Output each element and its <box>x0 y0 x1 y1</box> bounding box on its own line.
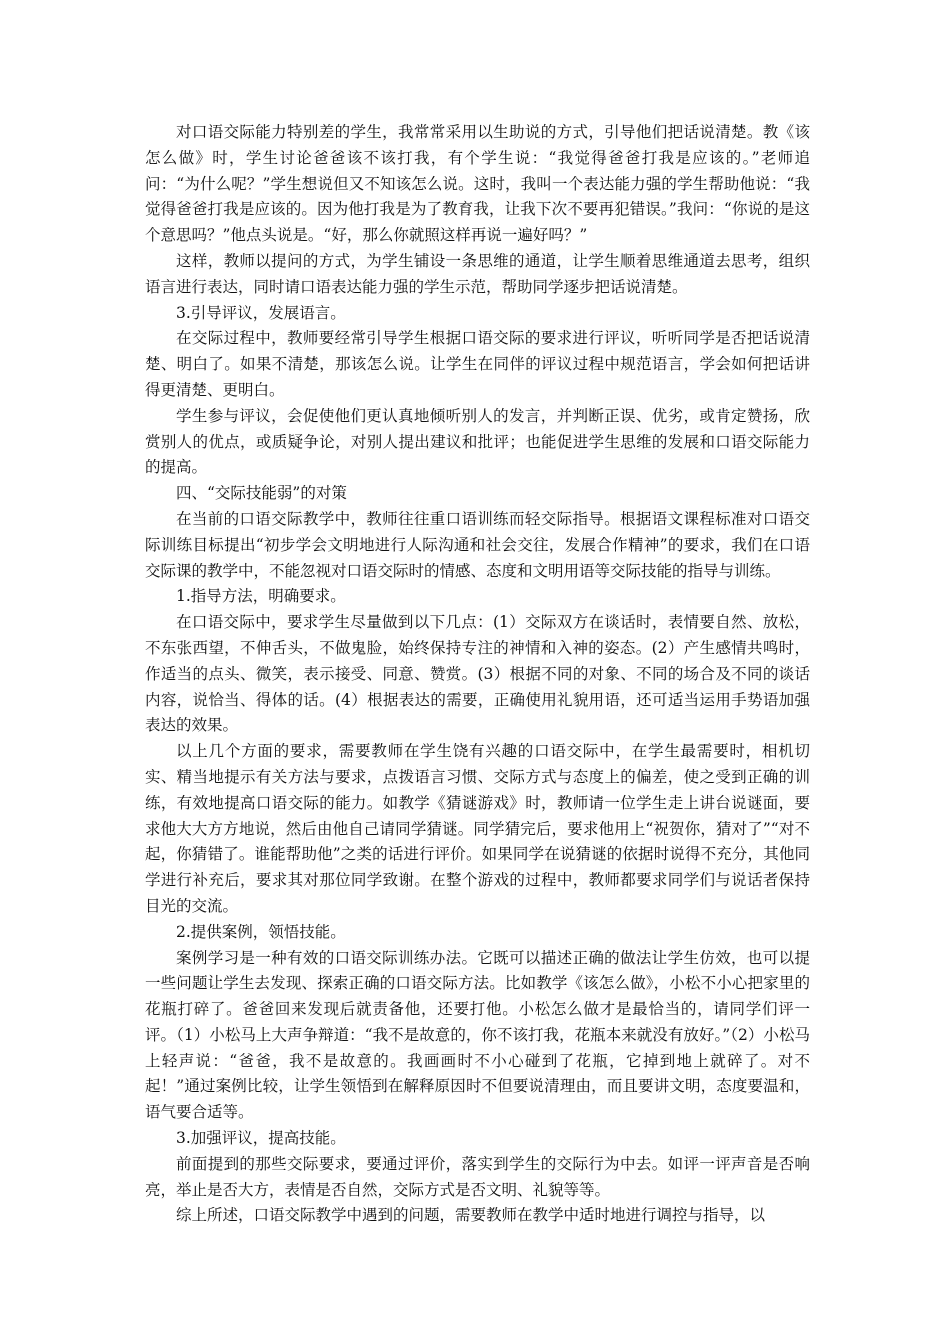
subheading-guide-methods: 1.指导方法，明确要求。 <box>176 587 346 606</box>
section-heading-weak-skills: 四、“交际技能弱”的对策 <box>176 484 347 503</box>
paragraph-evaluation-criteria: 前面提到的那些交际要求，要通过评价，落实到学生的交际行为中去。如评一评声音是否响亮，举止是否大方，表情是否自然，交际方式是否文明、礼貌等等。 <box>145 1154 810 1199</box>
subheading-provide-cases: 2.提供案例，领悟技能。 <box>176 922 346 941</box>
paragraph-guide-evaluation: 在交际过程中，教师要经常引导学生根据口语交际的要求进行评议，听听同学是否把话说清楚、明白了。如果不清楚，那该怎么说。让学生在同伴的评议过程中规范语言，学会如何把话讲得更清楚、更明白。 <box>145 329 810 399</box>
subheading-guide-evaluation: 3.引导评议，发展语言。 <box>176 303 346 322</box>
paragraph-requirements-list: 在口语交际中，要求学生尽量做到以下几点：(1）交际双方在谈话时，表情要自然、放松，不东张西望，不伸舌头，不做鬼脸，始终保持专注的神情和入神的姿态。(2）产生感情共鸣时，作适当的点头、微笑，表示接受、同意、赞赏。(3）根据不同的对象、不同的场合及不同的谈话内容，说恰当、得体的话。(4）根据表达的需要，正确使用礼貌用语，还可适当运用手势语加强表达的效果。 <box>145 613 810 735</box>
subheading-strengthen-evaluation: 3.加强评议，提高技能。 <box>176 1129 346 1148</box>
paragraph-questioning-method: 这样，教师以提问的方式，为学生铺设一条思维的通道，让学生顺着思维通道去思考，组织语言进行表达，同时请口语表达能力强的学生示范，帮助同学逐步把话说清楚。 <box>145 251 810 296</box>
paragraph-evaluation-benefits: 学生参与评议，会促使他们更认真地倾听别人的发言，并判断正误、优劣，或肯定赞扬，欣赏别人的优点，或质疑争论，对别人提出建议和批评；也能促进学生思维的发展和口语交际能力的提高。 <box>145 406 810 477</box>
paragraph-case-study: 案例学习是一种有效的口语交际训练办法。它既可以描述正确的做法让学生仿效，也可以提一些问题让学生去发现、探索正确的口语交际方法。比如教学《该怎么做》，小松不小心把家里的花瓶打碎了。爸爸回来发现后就责备他，还要打他。小松怎么做才是最恰当的，请同学们评一评。（1）小松马上大声争辩道：“我不是故意的，你不该打我，花瓶本来就没有放好。”（2）小松马上轻声说：“爸爸，我不是故意的。我画画时不小心碰到了花瓶，它掉到地上就碎了。对不起！”通过案例比较，让学生领悟到在解释原因时不但要说清理由，而且要讲文明，态度要温和，语气要合适等。 <box>145 948 810 1122</box>
document-page <box>145 120 810 1229</box>
paragraph-curriculum-standard: 在当前的口语交际教学中，教师往往重口语训练而轻交际指导。根据语文课程标准对口语交际训练目标提出“初步学会文明地进行人际沟通和社会交往，发展合作精神”的要求，我们在口语交际课的教学中，不能忽视对口语交际时的情感、态度和文明用语等交际技能的指导与训练。 <box>145 509 810 580</box>
paragraph-conclusion: 综上所述，口语交际教学中遇到的问题，需要教师在教学中适时地进行调控与指导，以 <box>176 1206 766 1225</box>
paragraph-peer-help-example: 对口语交际能力特别差的学生，我常常采用以生助说的方式，引导他们把话说清楚。教《该怎么做》时，学生讨论爸爸该不该打我，有个学生说：“我觉得爸爸打我是应该的。”老师追问：“为什么呢？”学生想说但又不知该怎么说。这时，我叫一个表达能力强的学生帮助他说：“我觉得爸爸打我是应该的。因为他打我是为了教育我，让我下次不要再犯错误。”我问：“你说的是这个意思吗？”他点头说是。“好，那么你就照这样再说一遍好吗？” <box>145 123 810 245</box>
paragraph-riddle-game-example: 以上几个方面的要求，需要教师在学生饶有兴趣的口语交际中，在学生最需要时，相机切实、精当地提示有关方法与要求，点拨语言习惯、交际方式与态度上的偏差，使之受到正确的训练，有效地提高口语交际的能力。如教学《猜谜游戏》时，教师请一位学生走上讲台说谜面，要求他大大方方地说，然后由他自己请同学猜谜。同学猜完后，要求他用上“祝贺你，猜对了”“对不起，你猜错了。谁能帮助他”之类的话进行评价。如果同学在说猜谜的依据时说得不充分，其他同学进行补充后，要求其对那位同学致谢。在整个游戏的过程中，教师都要求同学们与说话者保持目光的交流。 <box>145 742 810 915</box>
